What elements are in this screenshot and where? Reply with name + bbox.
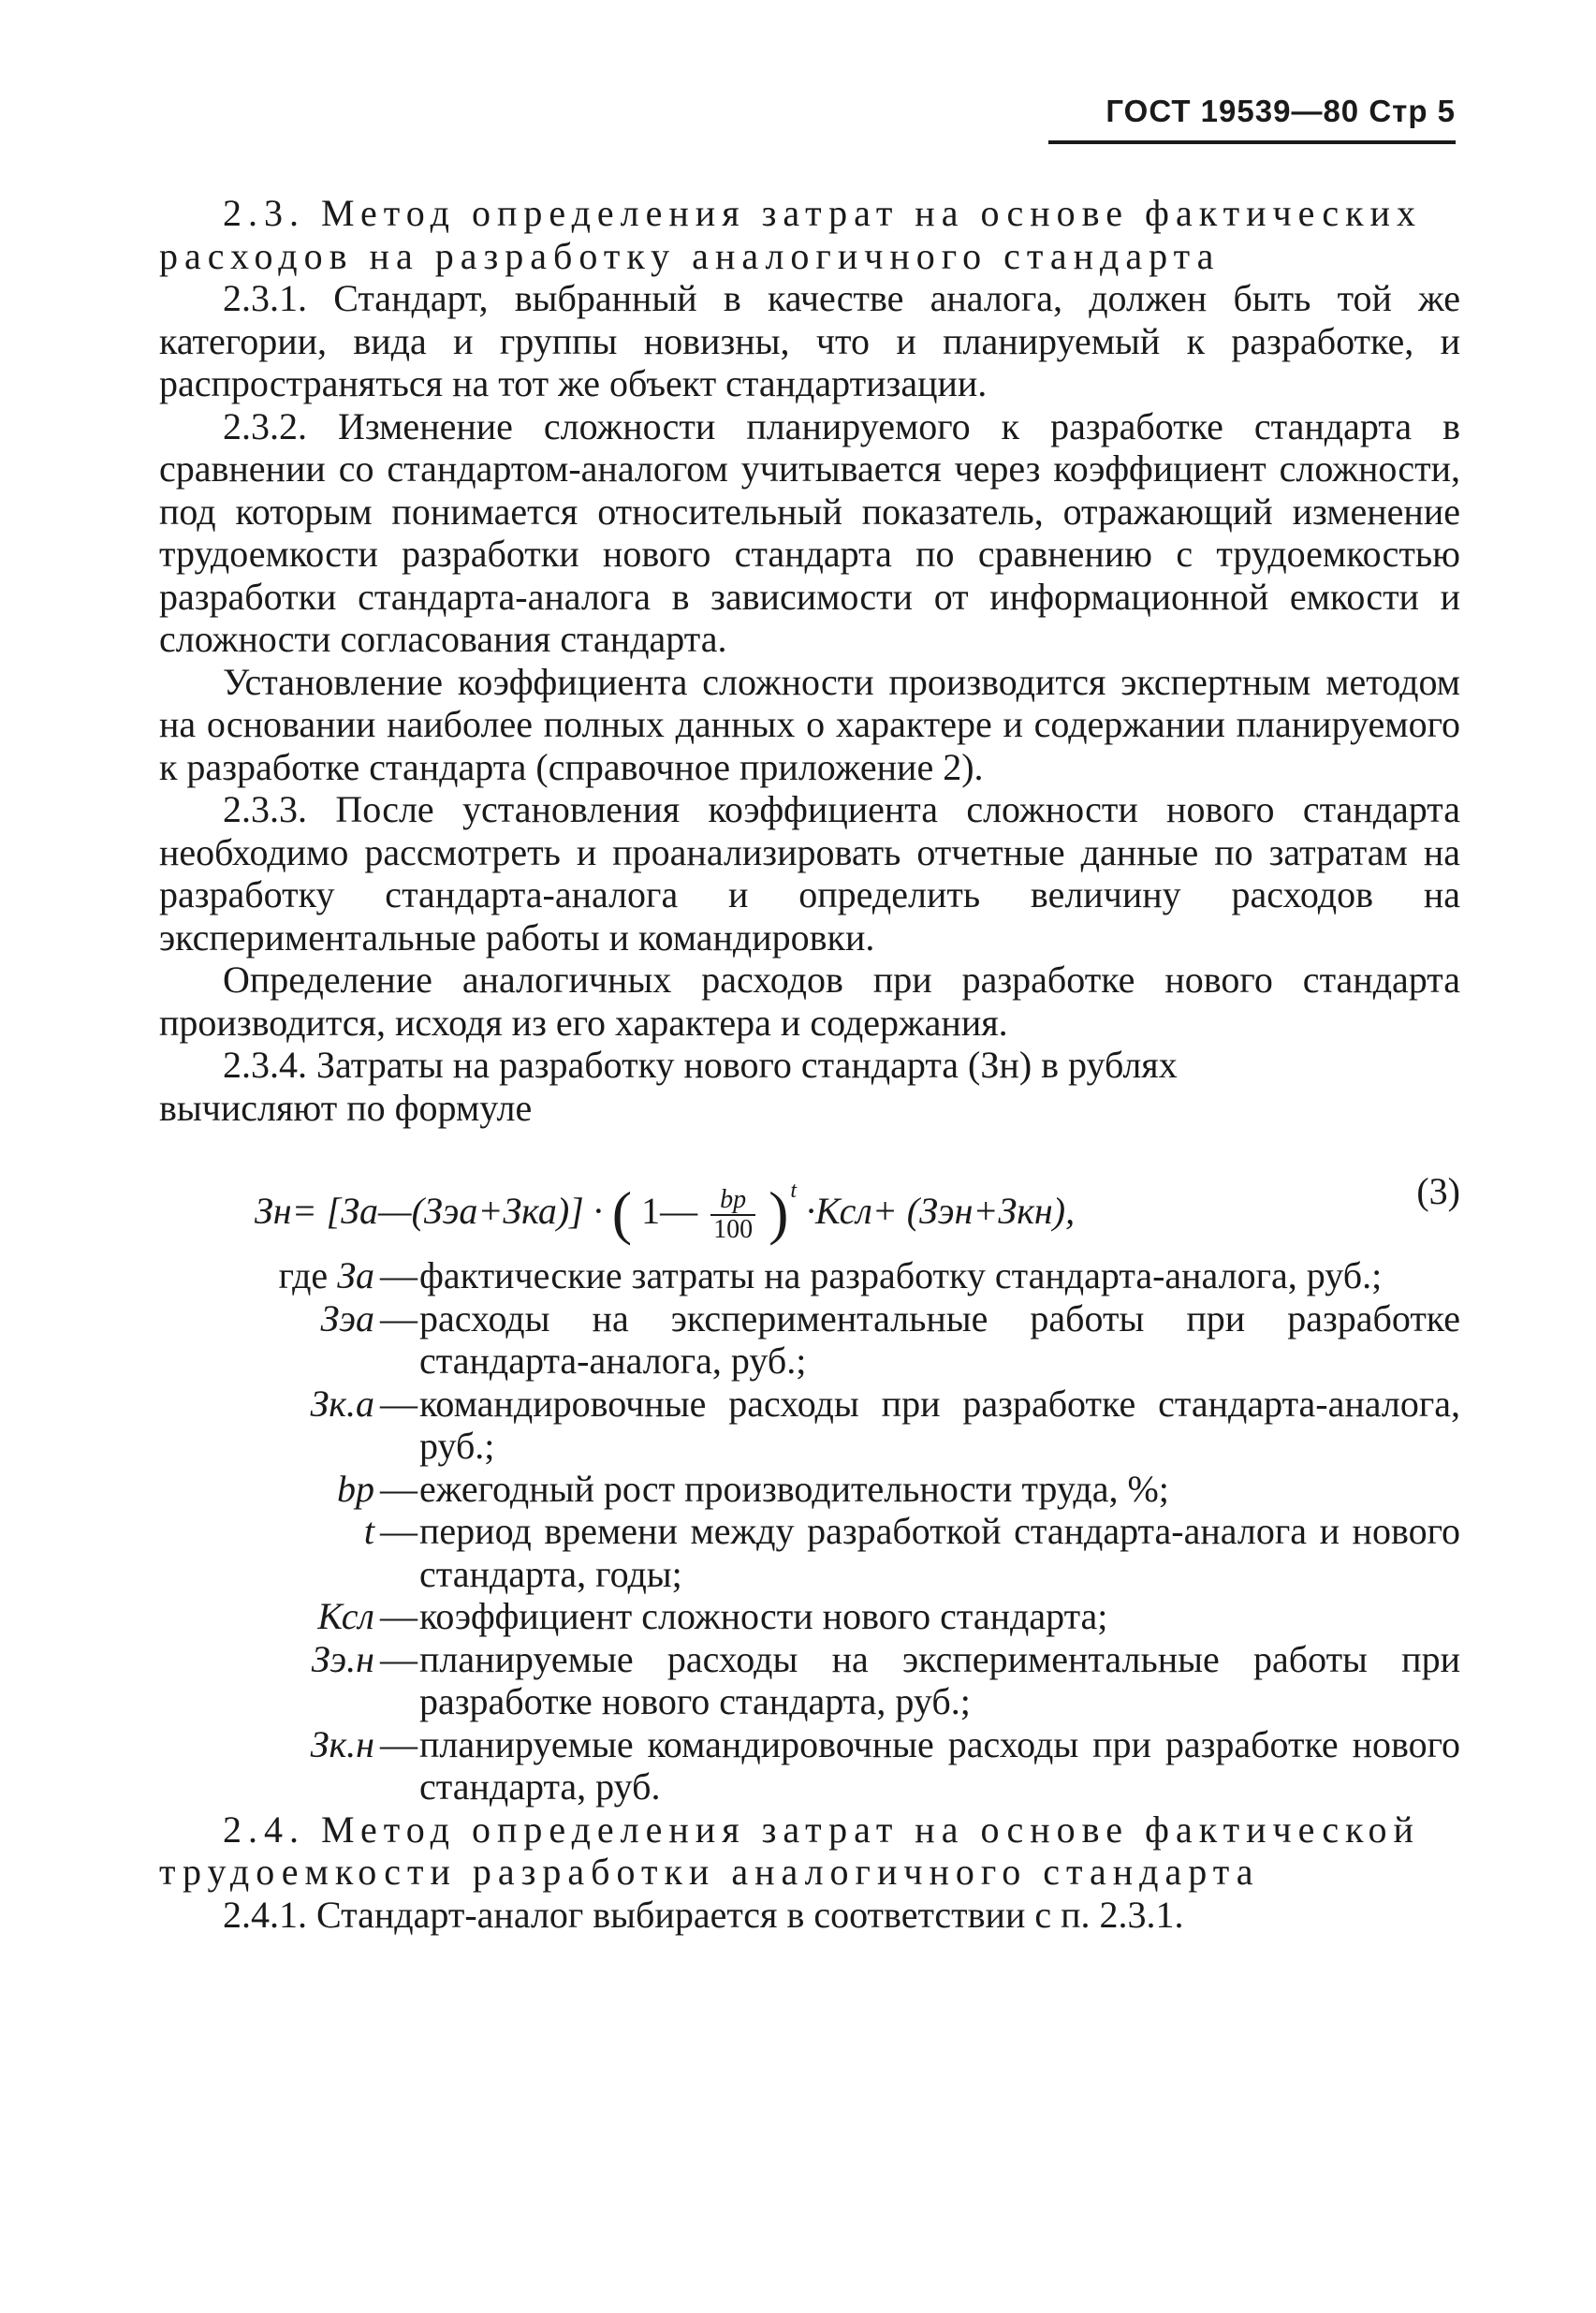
definition-dash: — bbox=[380, 1722, 417, 1765]
formula-body bbox=[255, 1170, 1075, 1244]
paragraph-2-3-2: 2.3.2. Изменение сложности планируемого к разработке стандарта в сравнении со стандартом-аналогом учитывается через коэффициент сложности, под которым понимается относительный показатель, отражающий изменение трудоемкости разработки нового стандарта по сравнению с трудоемкостью разработки стандарта-аналога в зависимости от информационной емкости и сложности согласования стандарта. bbox=[159, 404, 1460, 660]
definition-dash: — bbox=[380, 1510, 417, 1552]
definition-text: командировочные расходы при разработке стандарта-аналога, руб.; bbox=[419, 1382, 1460, 1467]
definition-text: расходы на экспериментальные работы при разработке стандарта-аналога, руб.; bbox=[419, 1296, 1460, 1382]
definition-item bbox=[159, 1297, 1460, 1383]
formula-paren-open: ( bbox=[611, 1179, 633, 1246]
definition-symbol: Зк.н bbox=[310, 1722, 374, 1765]
formula-fraction-numerator: bр bbox=[710, 1186, 755, 1216]
formula-right: ·Ксл+ (Зэн+Зкн), bbox=[806, 1190, 1076, 1232]
definition-dash: — bbox=[380, 1382, 417, 1425]
definition-text: планируемые командировочные расходы при разработке нового стандарта, руб. bbox=[419, 1722, 1460, 1808]
definition-item bbox=[159, 1510, 1460, 1595]
definition-dash: — bbox=[380, 1595, 417, 1637]
paragraph-2-3-4-continued: вычисляют по формуле bbox=[159, 1086, 533, 1129]
definition-symbol: Зэа bbox=[320, 1296, 374, 1339]
definition-text: ежегодный рост производительности труда, %; bbox=[419, 1467, 1169, 1510]
paragraph-2-4-1: 2.4.1. Стандарт-аналог выбирается в соответствии с п. 2.3.1. bbox=[223, 1893, 1184, 1936]
definition-item bbox=[159, 1723, 1460, 1808]
definition-item bbox=[159, 1468, 1460, 1511]
formula-fraction-denominator: 100 bbox=[713, 1214, 754, 1244]
definition-item bbox=[159, 1383, 1460, 1468]
formula-exponent: t bbox=[790, 1178, 798, 1203]
definition-item bbox=[159, 1638, 1460, 1723]
definition-dash: — bbox=[380, 1254, 417, 1296]
definition-text: коэффициент сложности нового стандарта; bbox=[419, 1595, 1108, 1637]
formula-fraction bbox=[710, 1186, 755, 1244]
section-2-4-title: 2.4. Метод определения затрат на основе фактической трудоемкости разработки аналогичного стандарта bbox=[159, 1808, 1420, 1893]
header-rule bbox=[1048, 140, 1456, 144]
formula-one-minus: 1— bbox=[641, 1190, 698, 1232]
formula-number: (3) bbox=[1416, 1170, 1460, 1212]
definition-symbol: Зк.а bbox=[310, 1382, 374, 1425]
paragraph-2-3-3-continued: Определение аналогичных расходов при разработке нового стандарта производится, исходя из его характера и содержания. bbox=[159, 959, 1460, 1044]
definition-lead: где bbox=[278, 1254, 329, 1296]
page-body bbox=[159, 192, 1460, 1936]
definition-symbol: t bbox=[363, 1510, 374, 1552]
definition-dash: — bbox=[380, 1637, 417, 1680]
paragraph-2-3-1: 2.3.1. Стандарт, выбранный в качестве аналога, должен быть той же категории, вида и группы новизны, что и планируемый к разработке, и распространяться на тот же объект стандартизации. bbox=[159, 277, 1460, 404]
definition-dash: — bbox=[380, 1296, 417, 1339]
definition-symbol: Зэ.н bbox=[311, 1637, 374, 1680]
formula-3 bbox=[159, 1144, 1460, 1247]
definition-symbol: За bbox=[337, 1254, 374, 1296]
definition-dash: — bbox=[380, 1467, 417, 1510]
definition-symbol: bр bbox=[337, 1467, 374, 1510]
page-header: ГОСТ 19539—80 Стр 5 bbox=[1105, 94, 1456, 128]
definition-symbol: Ксл bbox=[317, 1595, 374, 1637]
formula-left: Зн= [За—(Зэа+Зка)] · bbox=[255, 1190, 603, 1232]
definitions-list bbox=[159, 1254, 1460, 1808]
definition-text: период времени между разработкой стандарта-аналога и нового стандарта, годы; bbox=[419, 1510, 1460, 1595]
definition-item bbox=[159, 1254, 1460, 1297]
formula-paren-close: ) bbox=[769, 1179, 789, 1246]
definition-text: фактические затраты на разработку стандарта-аналога, руб.; bbox=[419, 1254, 1383, 1296]
definition-text: планируемые расходы на экспериментальные работы при разработке нового стандарта, руб.; bbox=[419, 1637, 1460, 1722]
definition-item bbox=[159, 1595, 1460, 1638]
paragraph-2-3-3: 2.3.3. После установления коэффициента сложности нового стандарта необходимо рассмотреть и проанализировать отчетные данные по затратам на разработку стандарта-аналога и определить величину расходов на экспериментальные работы и командировки. bbox=[159, 788, 1460, 959]
paragraph-2-3-2-continued: Установление коэффициента сложности производится экспертным методом на основании наиболее полных данных о характере и содержании планируемого к разработке стандарта (справочное приложение 2). bbox=[159, 660, 1460, 788]
section-2-3-title: 2.3. Метод определения затрат на основе фактических расходов на разработку аналогичного стандарта bbox=[159, 192, 1422, 277]
paragraph-2-3-4: 2.3.4. Затраты на разработку нового стандарта (Зн) в рублях bbox=[223, 1044, 1178, 1086]
